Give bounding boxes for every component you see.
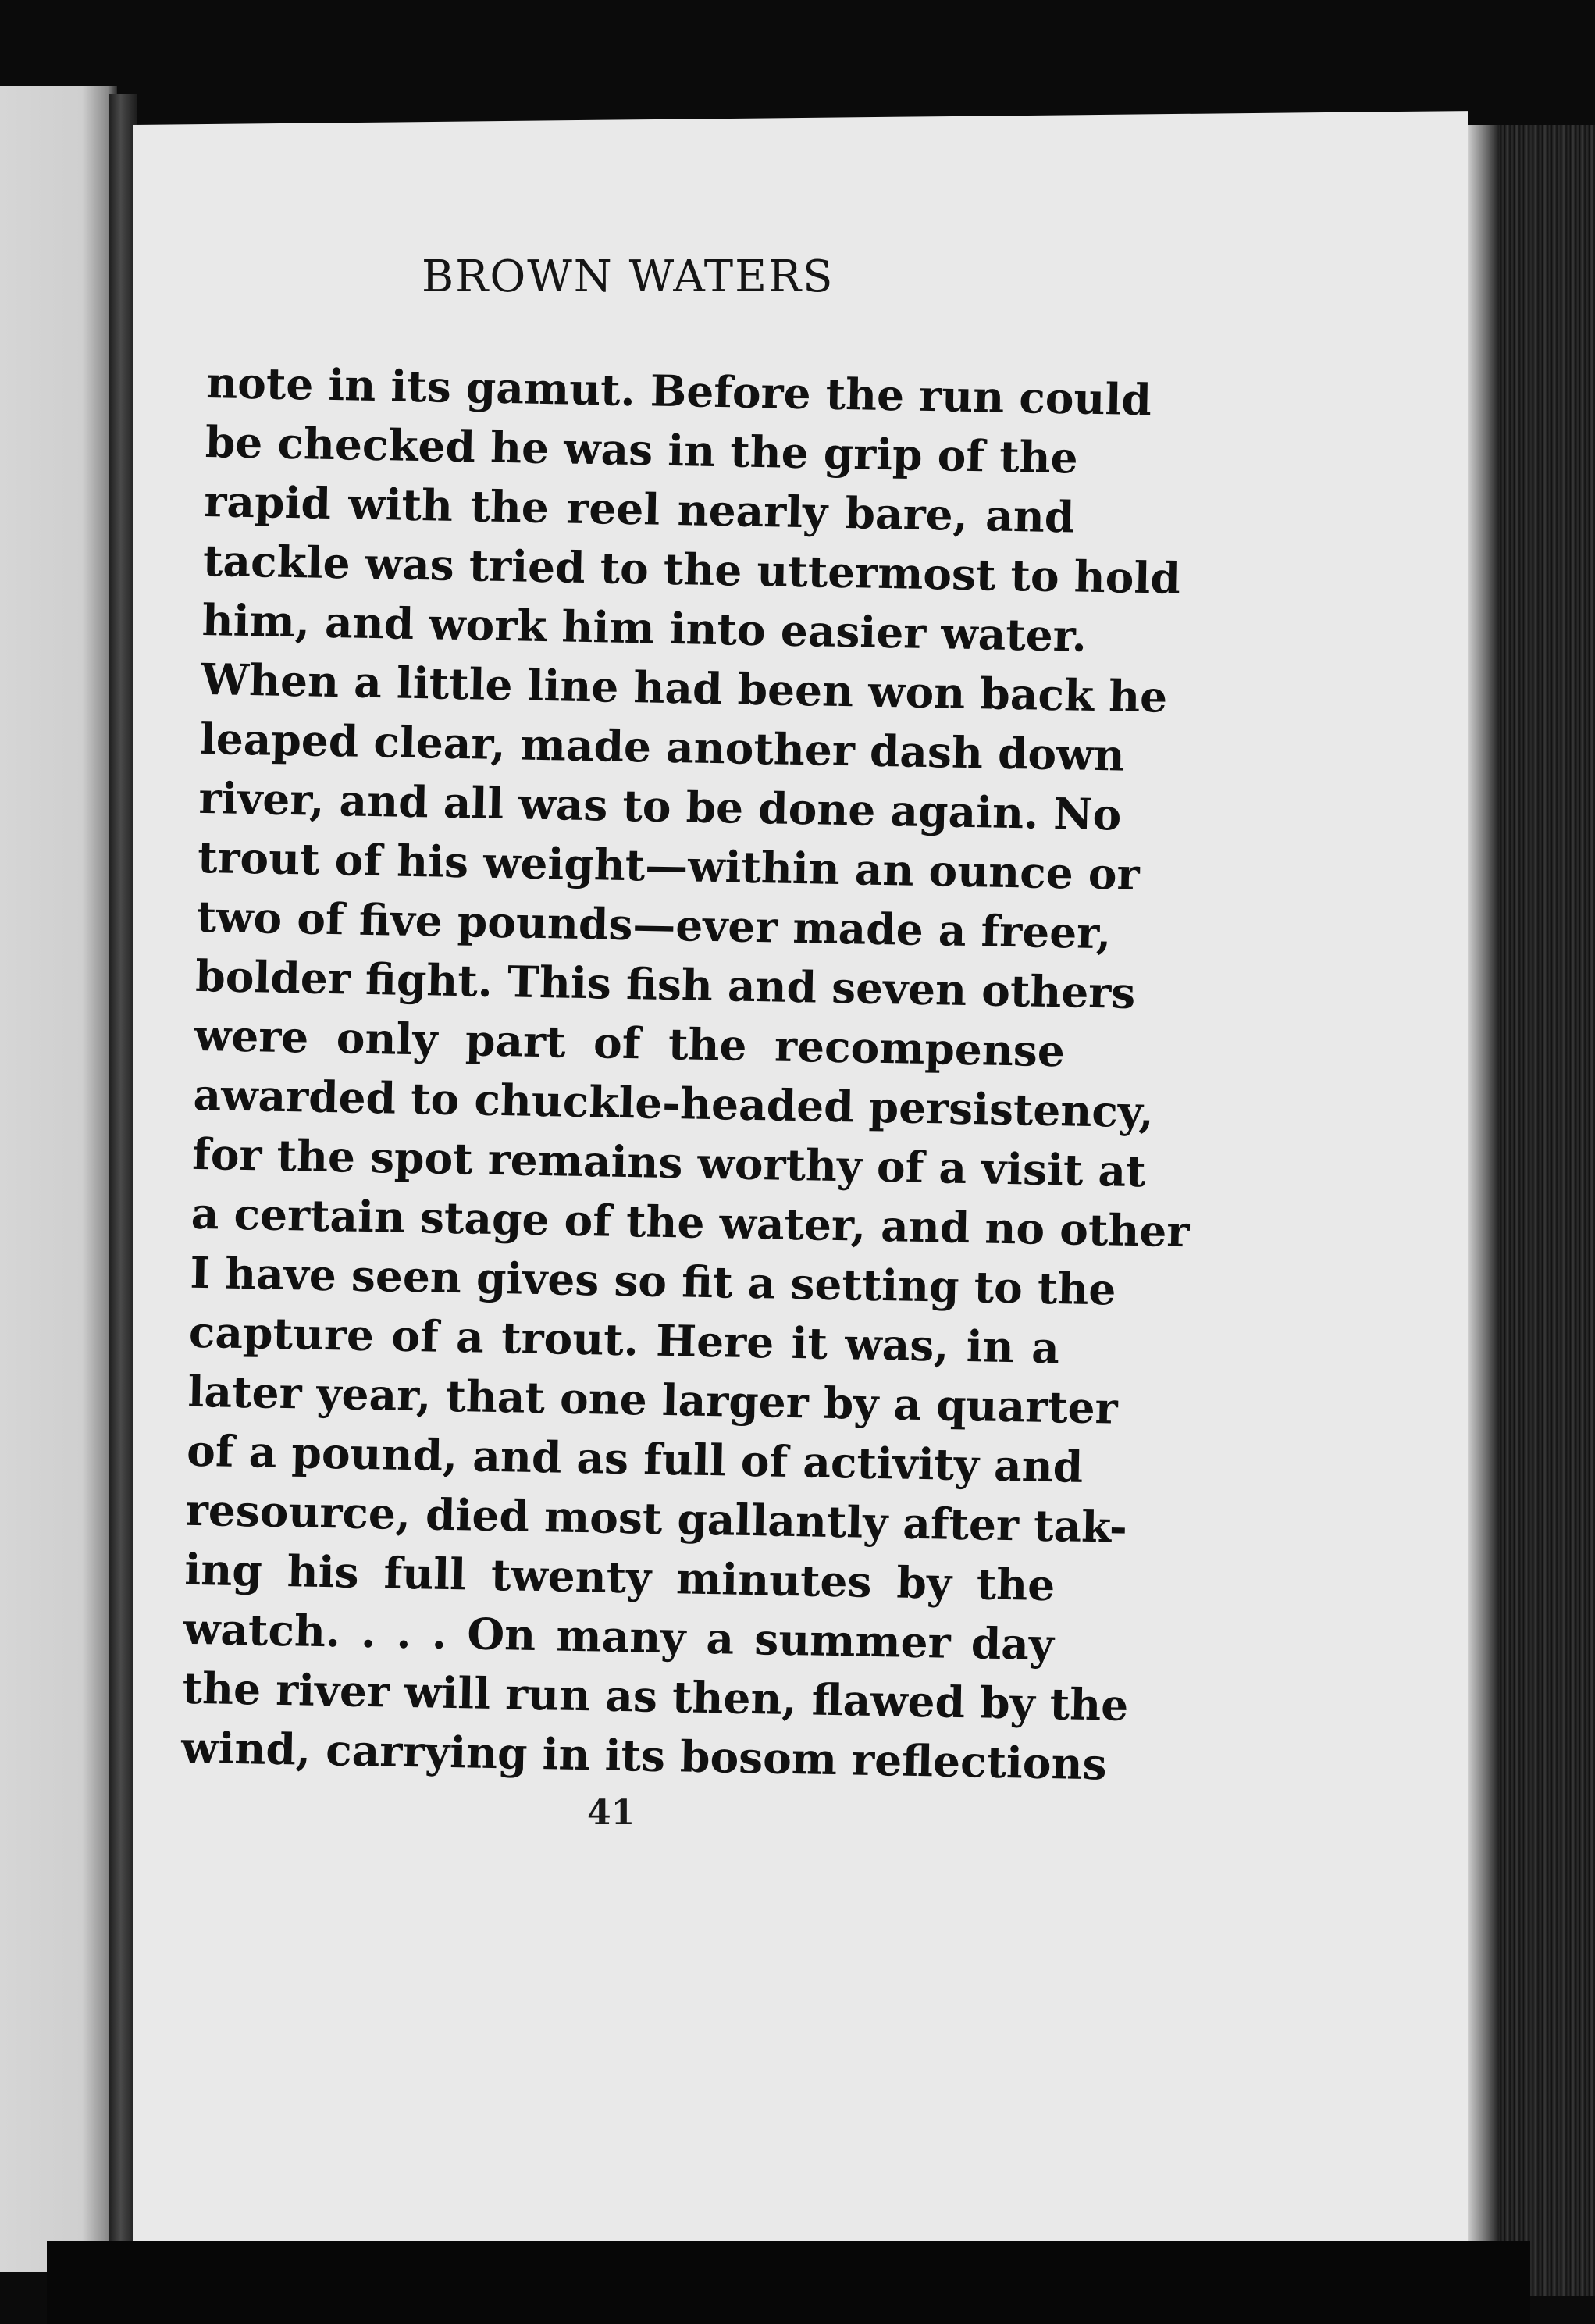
bottom-shadow bbox=[47, 2241, 1530, 2324]
page-edge-curl bbox=[1468, 125, 1499, 2296]
text-line: awarded to chuckle-headed persistency, bbox=[193, 1068, 1155, 1138]
page-number: 41 bbox=[587, 1793, 636, 1833]
text-line: watch. . . . On many a summer day bbox=[183, 1602, 1055, 1670]
running-head: BROWN WATERS bbox=[422, 251, 835, 302]
text-line: wind, carrying in its bosom reflections bbox=[180, 1721, 1108, 1790]
text-line: leaped clear, made another dash down bbox=[199, 712, 1126, 781]
text-line: two of five pounds—ever made a freer, bbox=[196, 890, 1112, 959]
text-line: of a pound, and as full of activity and bbox=[186, 1424, 1084, 1492]
body-text bbox=[180, 353, 1190, 1793]
text-line: rapid with the reel nearly bare, and bbox=[203, 475, 1075, 543]
text-line: river, and all was to be done again. No bbox=[198, 772, 1122, 840]
text-line: note in its gamut. Before the run could bbox=[205, 356, 1152, 426]
text-line: be checked he was in the grip of the bbox=[205, 415, 1079, 483]
text-line: the river will run as then, flawed by the bbox=[182, 1662, 1129, 1731]
text-line: a certain stage of the water, and no other bbox=[190, 1187, 1190, 1257]
text-line: When a little line had been won back he bbox=[200, 653, 1168, 722]
text-line: later year, that one larger by a quarter bbox=[187, 1365, 1119, 1434]
text-line: were only part of the recompense bbox=[194, 1009, 1066, 1077]
text-line: bolder fight. This fish and seven others bbox=[194, 950, 1136, 1018]
facing-page-edge bbox=[0, 86, 117, 2272]
text-line: for the spot remains worthy of a visit at bbox=[191, 1128, 1147, 1197]
text-line: trout of his weight—within an ounce or bbox=[197, 831, 1141, 900]
text-line: ing his full twenty minutes by the bbox=[183, 1543, 1056, 1611]
text-line: I have seen gives so fit a setting to the bbox=[189, 1246, 1116, 1315]
text-line: capture of a trout. Here it was, in a bbox=[188, 1306, 1060, 1374]
text-line: him, and work him into easier water. bbox=[201, 593, 1088, 661]
text-line: resource, died most gallantly after tak- bbox=[185, 1484, 1128, 1552]
text-line: tackle was tried to the uttermost to hold bbox=[202, 534, 1181, 604]
